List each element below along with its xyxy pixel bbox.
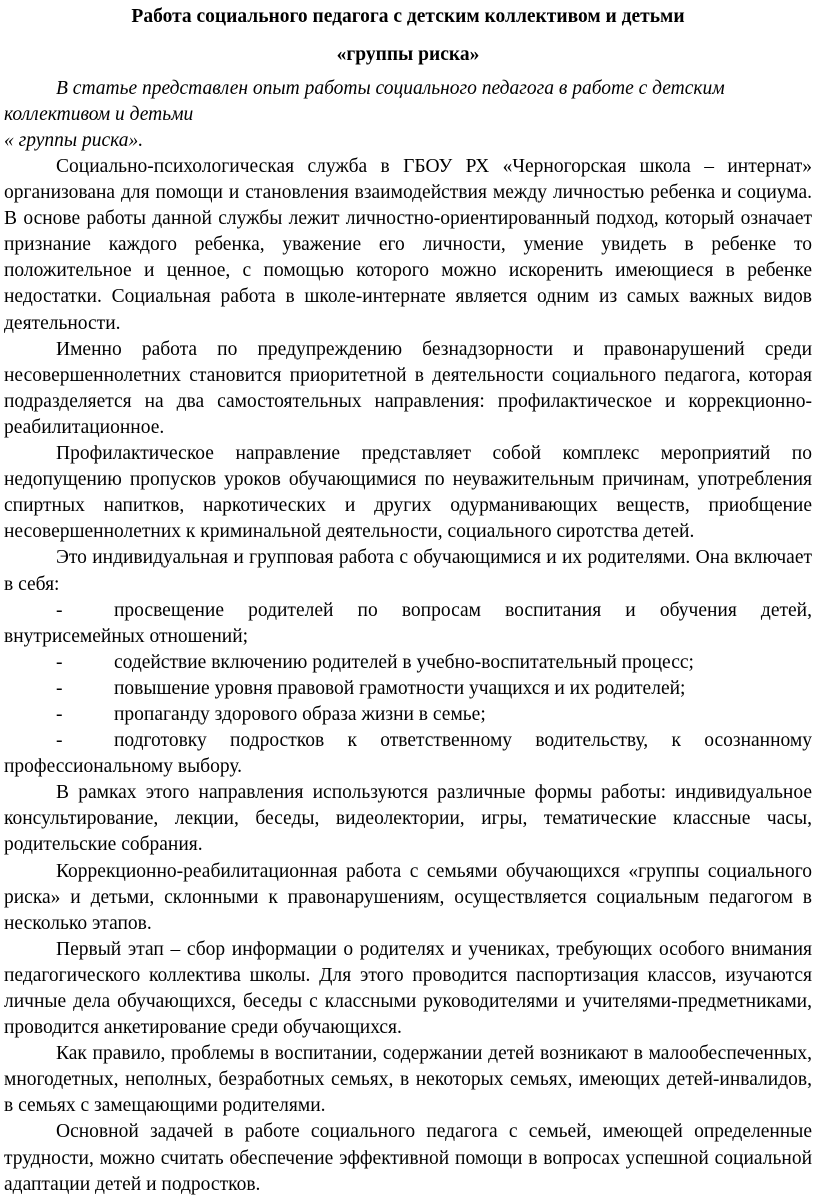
paragraph: Коррекционно-реабилитационная работа с семьями обучающихся «группы социального риска» и детьми, склонными к правонарушениям, осуществляется социальным педагогом в несколько этапов.	[4, 860, 812, 934]
list-dash: -	[56, 677, 63, 699]
list-item-text: содействие включению родителей в учебно-воспитательный процесс;	[114, 651, 694, 673]
body-section-before-list	[4, 154, 812, 598]
activity-list	[4, 598, 812, 781]
paragraph: Основной задачей в работе социального педагога с семьей, имеющей определенные трудности, можно считать обеспечение эффективной помощи в вопросах успешной социальной адаптации детей и подростков.	[4, 1121, 812, 1195]
paragraph: Как правило, проблемы в воспитании, содержании детей возникают в малообеспеченных, многодетных, неполных, безработных семьях, в некоторых семьях, имеющих детей-инвалидов, в семьях с замещающими родителями.	[4, 1043, 812, 1117]
list-dash: -	[56, 599, 63, 621]
list-dash: -	[56, 730, 63, 752]
paragraph: Профилактическое направление представляет собой комплекс мероприятий по недопущению пропусков уроков обучающимися по неуважительным причинам, употребления спиртных напитков, наркотических и других одурманивающих веществ, приобщение несовершеннолетних к криминальной деятельности, социального сиротства детей.	[4, 443, 812, 543]
paragraph: Первый этап – сбор информации о родителях и учениках, требующих особого внимания педагогического коллектива школы. Для этого проводится паспортизация классов, изучаются личные дела обучающихся, беседы с классными руководителями и учителями-предметниками, проводится анкетирование среди обучающихся.	[4, 938, 812, 1039]
list-item	[4, 676, 812, 702]
list-item	[4, 728, 812, 780]
list-item	[4, 650, 812, 676]
abstract-text: В статье представлен опыт работы социального педагога в работе с детским коллективом и детьми	[4, 78, 725, 125]
list-item	[4, 702, 812, 728]
paragraph: Это индивидуальная и групповая работа с обучающимися и их родителями. Она включает в себя:	[4, 547, 812, 595]
document-title-line-2: «группы риска»	[336, 44, 480, 65]
document-title-line-1: Работа социального педагога с детским коллективом и детьми	[131, 6, 685, 27]
list-item-text: подготовку подростков к ответственному водительству, к осознанному профессиональному выбору.	[4, 730, 812, 778]
paragraph: Социально-психологическая служба в ГБОУ РХ «Черногорская школа – интернат» организована для помощи и становления взаимодействия между личностью ребенка и социума. В основе работы данной службы лежит личностно-ориентированный подход, который означает признание каждого ребенка, уважение его личности, умение увидеть в ребенке то положительное и ценное, с помощью которого можно искоренить имеющиеся в ребенке недостатки. Социальная работа в школе-интернате является одним из самых важных видов деятельности.	[4, 156, 812, 334]
paragraph: Именно работа по предупреждению безнадзорности и правонарушений среди несовершеннолетних становится приоритетной в деятельности социального педагога, которая подразделяется на два самостоятельных направления: профилактическое и коррекционно-реабилитационное.	[4, 338, 812, 438]
list-item-text: повышение уровня правовой грамотности учащихся и их родителей;	[114, 677, 686, 699]
abstract-tail-text: « группы риска».	[4, 130, 144, 151]
list-item-text: просвещение родителей по вопросам воспитания и обучения детей, внутрисемейных отношений;	[4, 599, 812, 647]
body-section-after-list	[4, 780, 812, 1198]
paragraph: В рамках этого направления используются различные формы работы: индивидуальное консультирование, лекции, беседы, видеолектории, игры, тематические классные часы, родительские собрания.	[4, 782, 812, 856]
list-dash: -	[56, 651, 63, 673]
list-item	[4, 598, 812, 650]
list-dash: -	[56, 703, 63, 725]
list-item-text: пропаганду здорового образа жизни в семье;	[114, 703, 486, 725]
